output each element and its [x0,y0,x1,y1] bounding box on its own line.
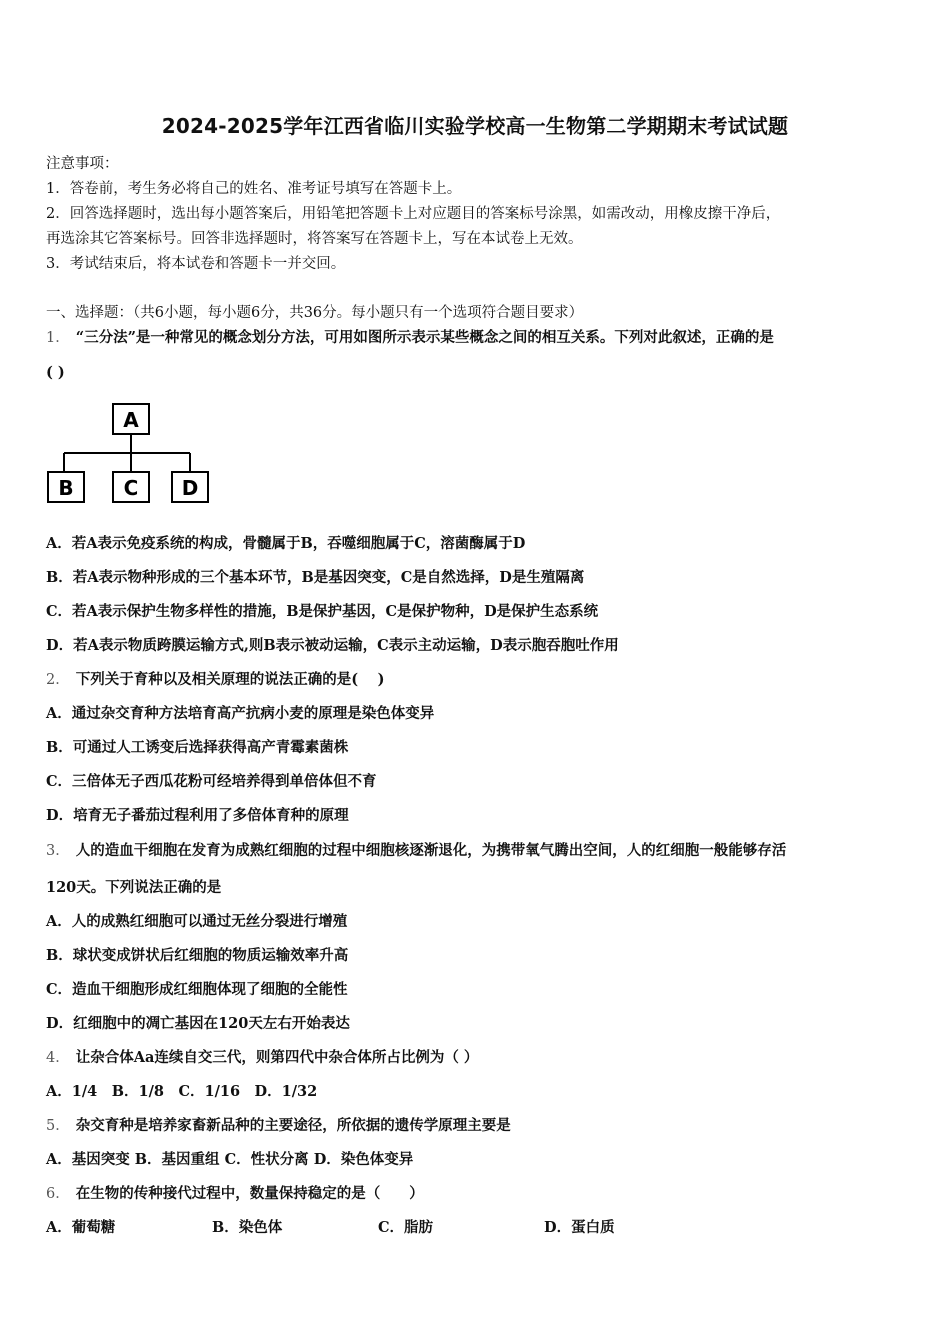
notice-heading: 注意事项： [46,156,119,172]
section-heading: 一、选择题：（共6小题，每小题6分，共36分。每小题只有一个选项符合题目要求） [46,305,584,321]
q2-option-d: D．培育无子番茄过程利用了多倍体育种的原理 [46,807,349,824]
q6-option-a: A．葡萄糖 [46,1219,116,1236]
q1-stem: “三分法”是一种常见的概念划分方法，可用如图所示表示某些概念之间的相互关系。下列对此叙述，正确的是 [75,329,774,346]
notice-item-2b: 再选涂其它答案标号。回答非选择题时，将答案写在答题卡上，写在本试卷上无效。 [46,231,583,247]
q2-option-b: B．可通过人工诱变后选择获得高产青霉素菌株 [46,739,349,756]
q6-stem: 在生物的传种接代过程中，数量保持稳定的是（ ） [75,1185,424,1202]
page-title: 2024-2025学年江西省临川实验学校高一生物第二学期期末考试试题 [161,114,789,138]
q1-stem-tail: ( ) [46,364,65,381]
notice-item-3: 3．考试结束后，将本试卷和答题卡一并交回。 [46,256,346,272]
q6-option-c: C．脂肪 [378,1219,434,1236]
q1-option-c: C．若A表示保护生物多样性的措施，B是保护基因，C是保护物种，D是保护生态系统 [46,603,599,620]
q3-option-d: D．红细胞中的凋亡基因在120天左右开始表达 [46,1015,350,1032]
q6-number: 6． [46,1186,70,1202]
q6-stem-line [46,1182,424,1203]
q6-option-d: D．蛋白质 [544,1219,615,1236]
label-c: C [123,476,139,500]
q1-stem-line [46,326,774,347]
q3-stem-tail: 120天。下列说法正确的是 [46,879,222,896]
q3-number: 3． [46,843,70,859]
q2-stem-line [46,668,385,689]
q2-option-c: C．三倍体无子西瓜花粉可经培养得到单倍体但不育 [46,773,377,790]
q3-option-c: C．造血干细胞形成红细胞体现了细胞的全能性 [46,981,348,998]
notice-item-2a: 2．回答选择题时，选出每小题答案后，用铅笔把答题卡上对应题目的答案标号涂黑，如需改动，用橡皮擦干净后， [46,206,781,222]
label-d: D [181,476,199,500]
q6-options [46,1216,615,1237]
q5-stem: 杂交育种是培养家畜新品种的主要途径，所依据的遗传学原理主要是 [75,1117,511,1134]
q2-stem: 下列关于育种以及相关原理的说法正确的是( ) [75,671,385,688]
label-b: B [58,476,74,500]
q6-option-b: B．染色体 [212,1219,283,1236]
q1-option-d: D．若A表示物质跨膜运输方式,则B表示被动运输，C表示主动运输，D表示胞吞胞吐作用 [46,637,619,654]
q3-stem-line [46,839,786,860]
q4-stem: 让杂合体Aa连续自交三代，则第四代中杂合体所占比例为（ ） [75,1049,479,1066]
q1-option-a: A．若A表示免疫系统的构成，骨髓属于B，吞噬细胞属于C，溶菌酶属于D [46,535,526,552]
q3-stem: 人的造血干细胞在发育为成熟红细胞的过程中细胞核逐渐退化，为携带氧气腾出空间，人的红细胞一般能够存活 [75,842,787,859]
q4-stem-line [46,1046,478,1067]
q5-number: 5． [46,1118,70,1134]
q5-stem-line [46,1114,511,1135]
q5-options: A．基因突变 B．基因重组 C．性状分离 D．染色体变异 [46,1151,414,1168]
q3-option-a: A．人的成熟红细胞可以通过无丝分裂进行增殖 [46,913,348,930]
q4-options: A．1/4 B．1/8 C．1/16 D．1/32 [46,1083,318,1100]
q2-option-a: A．通过杂交育种方法培育高产抗病小麦的原理是染色体变异 [46,705,435,722]
label-a: A [123,408,139,432]
q2-number: 2． [46,672,70,688]
q1-option-b: B．若A表示物种形成的三个基本环节，B是基因突变，C是自然选择，D是生殖隔离 [46,569,585,586]
q4-number: 4． [46,1050,70,1066]
q1-number: 1． [46,330,70,346]
q3-option-b: B．球状变成饼状后红细胞的物质运输效率升高 [46,947,349,964]
notice-item-1: 1．答卷前，考生务必将自己的姓名、准考证号填写在答题卡上。 [46,181,462,197]
concept-diagram [46,402,211,506]
